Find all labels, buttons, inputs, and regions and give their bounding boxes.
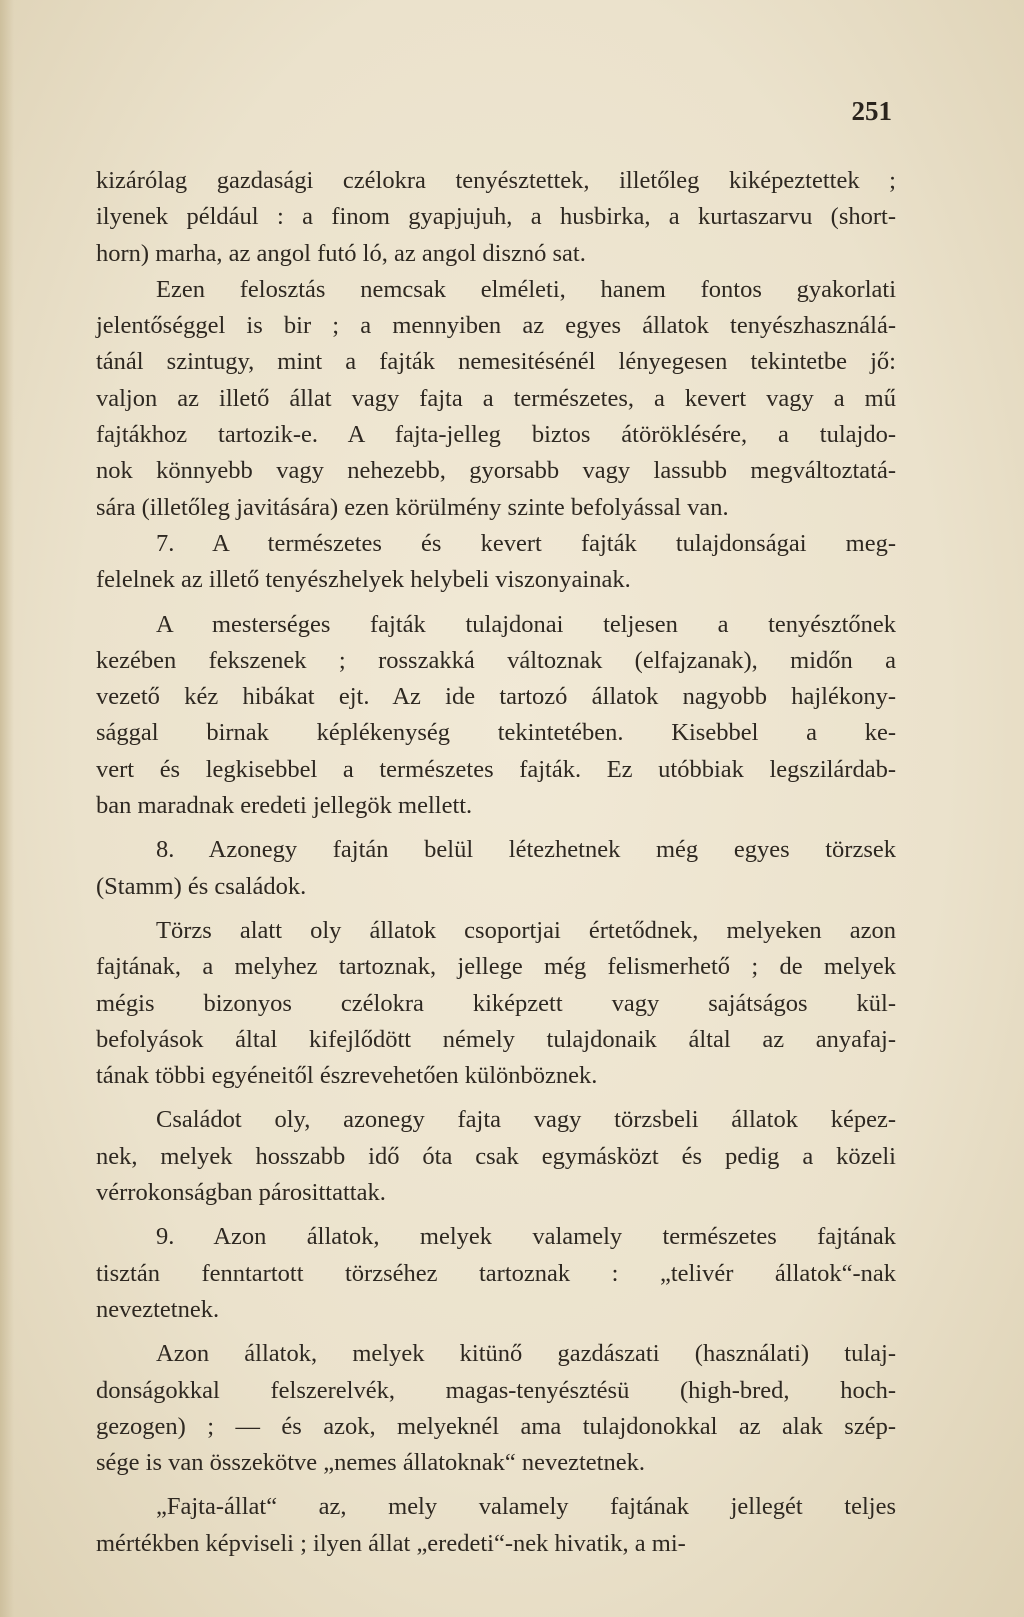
paragraph-gap: [96, 599, 896, 607]
text-line: Azon állatok, melyek kitünő gazdászati (használati) tulaj-: [156, 1340, 896, 1368]
paragraph: [96, 1102, 896, 1211]
text-line: tának többi egyéneitől észrevehetően különböznek.: [96, 1062, 598, 1090]
paragraph: [96, 607, 896, 825]
text-line: valjon az illető állat vagy fajta a természetes, a kevert vagy a mű: [96, 384, 896, 412]
text-line: mégis bizonyos czélokra kiképzett vagy sajátságos kül-: [96, 989, 896, 1017]
paragraph: [96, 832, 896, 905]
text-line: nek, melyek hosszabb idő óta csak egymásközt és pedig a közeli: [96, 1142, 896, 1170]
text-line: Törzs alatt oly állatok csoportjai értetődnek, melyeken azon: [156, 916, 896, 944]
paragraph-gap: [96, 905, 896, 913]
text-line: horn) marha, az angol futó ló, az angol disznó sat.: [96, 239, 586, 267]
text-line: „Fajta-állat“ az, mely valamely fajtának jellegét teljes: [156, 1493, 896, 1521]
text-line: neveztetnek.: [96, 1295, 220, 1323]
text-line: sége is van összekötve „nemes állatoknak“ neveztetnek.: [96, 1449, 645, 1477]
text-line: gezogen) ; — és azok, melyeknél ama tulajdonokkal az alak szép-: [96, 1412, 896, 1440]
text-line: fajtának, a melyhez tartoznak, jellege még felismerhető ; de melyek: [96, 953, 896, 981]
text-line: fajtákhoz tartozik-e. A fajta-jelleg biztos átöröklésére, a tulajdo-: [96, 421, 896, 449]
paragraph-gap: [96, 1211, 896, 1219]
text-line: vezető kéz hibákat ejt. Az ide tartozó állatok nagyobb hajlékony-: [96, 683, 896, 711]
text-line: kezében fekszenek ; rosszakká változnak (elfajzanak), midőn a: [96, 646, 896, 674]
text-line: A mesterséges fajták tulajdonai teljesen a tenyésztőnek: [156, 610, 896, 638]
paragraph: [96, 1336, 896, 1481]
text-line: mértékben képviseli ; ilyen állat „eredeti“-nek hivatik, a mi-: [96, 1529, 686, 1557]
text-line: ban maradnak eredeti jellegök mellett.: [96, 792, 473, 820]
text-line: felelnek az illető tenyészhelyek helybeli viszonyainak.: [96, 566, 631, 594]
text-line: 7. A természetes és kevert fajták tulajdonságai meg-: [156, 529, 896, 557]
text-line: Családot oly, azonegy fajta vagy törzsbeli állatok képez-: [156, 1106, 896, 1134]
paragraph-gap: [96, 824, 896, 832]
text-line: (Stamm) és családok.: [96, 872, 307, 900]
text-line: vérrokonságban párosittattak.: [96, 1179, 386, 1207]
paragraph: [96, 1489, 896, 1562]
paragraph: [96, 163, 896, 272]
text-line: jelentőséggel is bir ; a mennyiben az egyes állatok tenyészhasználá-: [96, 312, 896, 340]
text-line: tisztán fenntartott törzséhez tartoznak : „telivér állatok“-nak: [96, 1259, 896, 1287]
text-line: ilyenek például : a finom gyapjujuh, a husbirka, a kurtaszarvu (short-: [96, 203, 896, 231]
text-line: tánál szintugy, mint a fajták nemesitésénél lényegesen tekintetbe jő:: [96, 348, 896, 376]
text-line: kizárólag gazdasági czélokra tenyésztettek, illetőleg kiképeztettek ;: [96, 167, 896, 194]
body-text: [96, 163, 896, 1562]
text-line: sággal birnak képlékenység tekintetében. Kisebbel a ke-: [96, 719, 896, 747]
page-edge-shadow: [0, 0, 14, 1617]
text-line: donságokkal felszerelvék, magas-tenyésztésü (high-bred, hoch-: [96, 1376, 896, 1404]
text-line: befolyások által kifejlődött némely tulajdonaik által az anyafaj-: [96, 1025, 896, 1053]
text-line: 9. Azon állatok, melyek valamely természetes fajtának: [156, 1223, 896, 1251]
paragraph-gap: [96, 1328, 896, 1336]
paragraph-gap: [96, 1481, 896, 1489]
text-line: 8. Azonegy fajtán belül létezhetnek még egyes törzsek: [156, 836, 896, 864]
paragraph: [96, 1219, 896, 1328]
paragraph: [96, 272, 896, 526]
text-line: sára (illetőleg javitására) ezen körülmény szinte befolyással van.: [96, 493, 729, 521]
page-number: 251: [851, 96, 892, 126]
text-line: vert és legkisebbel a természetes fajták. Ez utóbbiak legszilárdab-: [96, 755, 896, 783]
paragraph-gap: [96, 1094, 896, 1102]
paragraph: [96, 913, 896, 1094]
text-line: nok könnyebb vagy nehezebb, gyorsabb vagy lassubb megváltoztatá-: [96, 457, 896, 485]
text-line: Ezen felosztás nemcsak elméleti, hanem fontos gyakorlati: [156, 275, 896, 303]
paragraph: [96, 526, 896, 599]
